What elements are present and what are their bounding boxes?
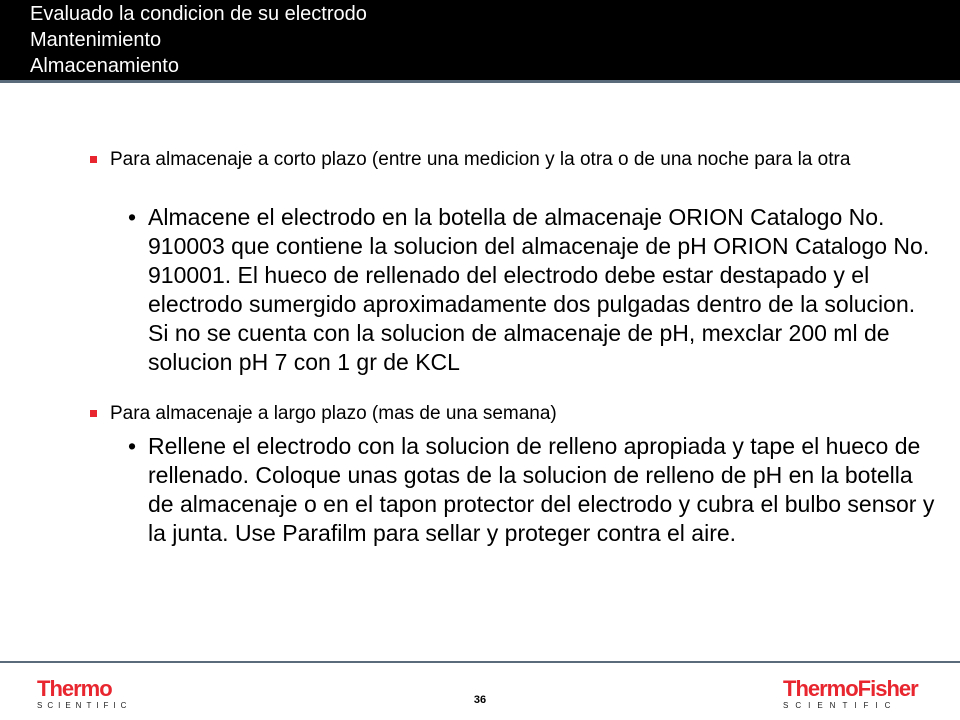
logo-left-word: Thermo xyxy=(37,676,112,701)
square-bullet-icon xyxy=(90,410,97,417)
logo-left-sub: SCIENTIFIC xyxy=(37,701,132,710)
thermo-fisher-scientific-logo xyxy=(783,678,918,711)
sub-bullet-short-term-text: Almacene el electrodo en la botella de almacenaje ORION Catalogo No. 910003 que contiene la solucion del almacenaje de pH ORION Catalogo No. 910001. El hueco de rellenado del electrodo debe estar destapado y el electrodo sumergido aproximadamente dos pulgadas dentro de la solucion. Si no se cuenta con la solucion de almacenaje de pH, mexclar 200 ml de solucion pH 7 con 1 gr de KCL xyxy=(148,204,930,375)
page-number: 36 xyxy=(473,694,487,706)
footer-divider xyxy=(0,661,960,663)
bullet-short-term-text: Para almacenaje a corto plazo (entre una medicion y la otra o de una noche para la otra xyxy=(110,149,851,170)
bullet-long-term-text: Para almacenaje a largo plazo (mas de una semana) xyxy=(110,403,557,424)
logo-right-word: ThermoFisher xyxy=(783,676,918,701)
header-title-line-1: Evaluado la condicion de su electrodo xyxy=(30,3,367,25)
slide-header xyxy=(0,0,960,80)
header-title-line-3: Almacenamiento xyxy=(30,55,179,77)
header-title-line-2: Mantenimiento xyxy=(30,29,162,51)
sub-bullet-long-term-text: Rellene el electrodo con la solucion de relleno apropiada y tape el hueco de rellenado. Coloque unas gotas de la solucion de relleno de pH en la botella de almacenaje o en el tapon protector del electrodo y cubra el bulbo sensor y la junta. Use Parafilm para sellar y proteger contra el aire. xyxy=(148,433,935,546)
dot-bullet-icon: • xyxy=(128,204,137,230)
logo-right-sub: SCIENTIFIC xyxy=(783,701,898,710)
header-divider xyxy=(0,80,960,83)
dot-bullet-icon: • xyxy=(128,433,137,459)
thermo-scientific-logo xyxy=(37,678,131,711)
square-bullet-icon xyxy=(90,156,97,163)
